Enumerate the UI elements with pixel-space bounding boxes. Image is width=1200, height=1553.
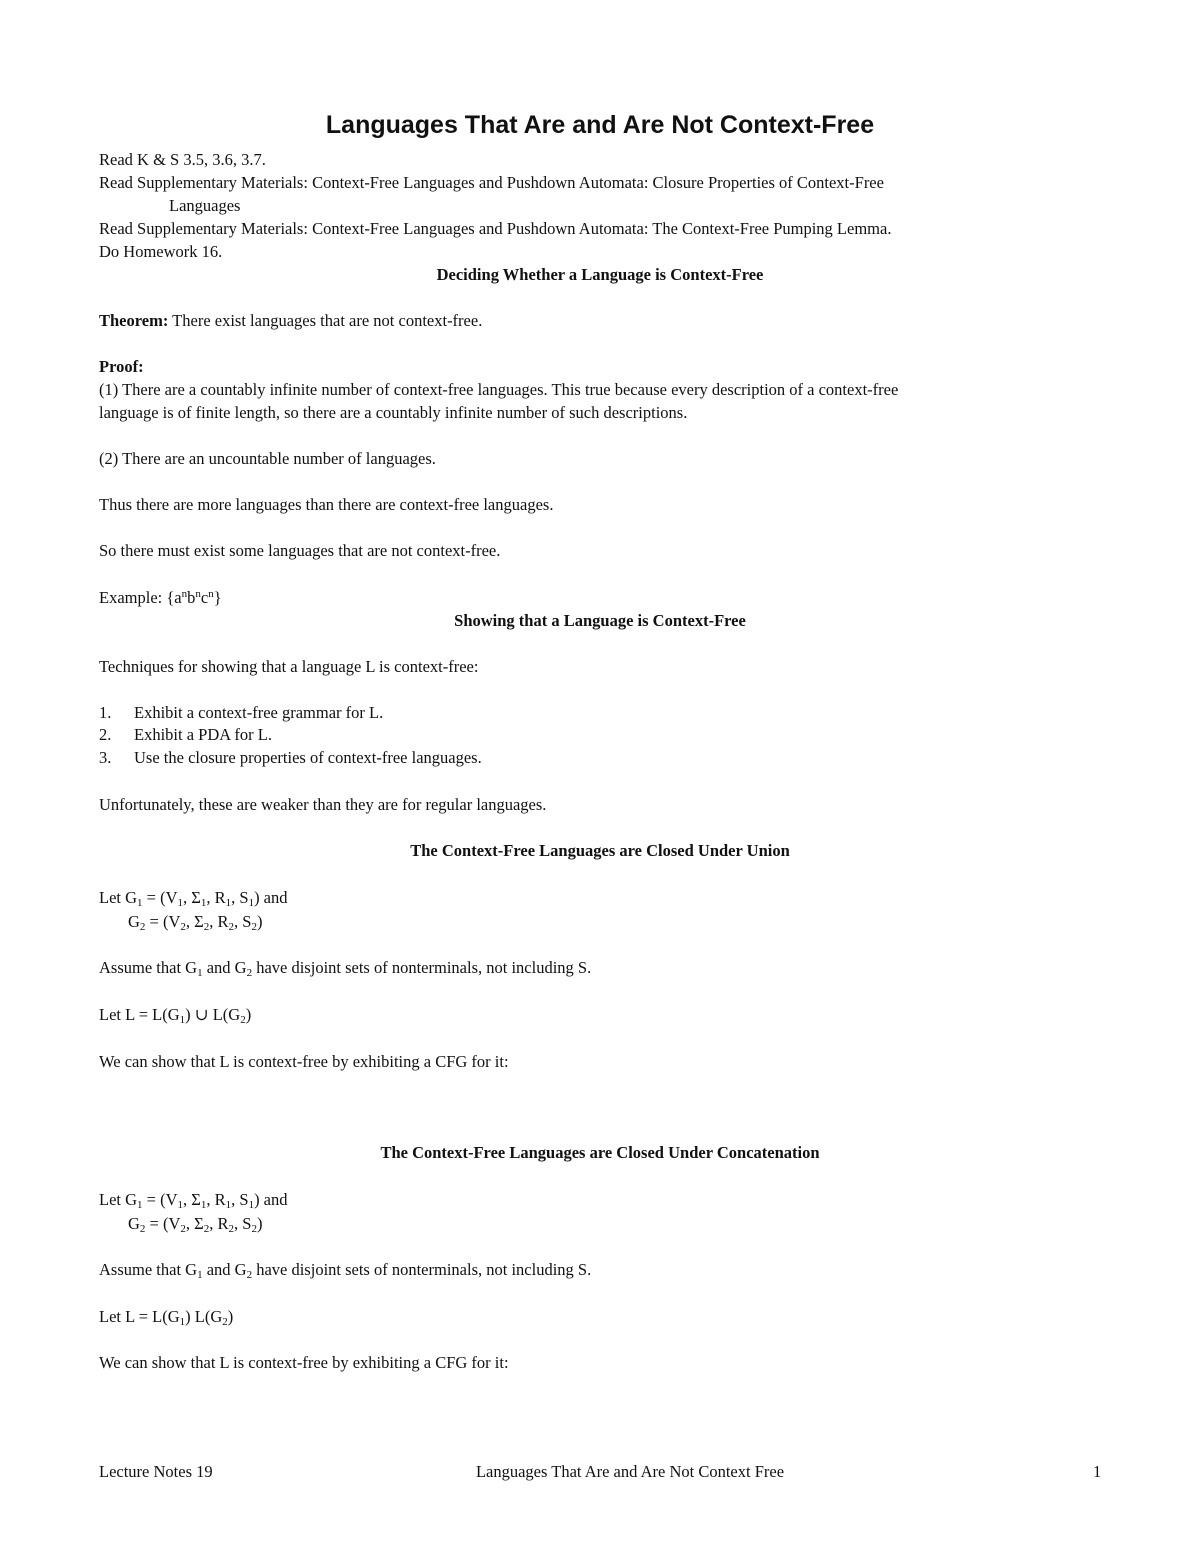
assumption-line: Assume that $G_1$ and $G_2$ have disjoint sets of nonterminals, not including S.: [99, 958, 592, 979]
union-definition: Let $L = L(G_1)$ ∪ $L(G_2)$: [99, 1005, 252, 1026]
grammar-g2-definition: $G_2 = (V_2$, $\Sigma_2$, $R_2$, $S_2$): [128, 912, 263, 933]
concatenation-cfg-statement: We can show that L is context-free by exhibiting a CFG for it:: [99, 1353, 509, 1372]
homework-line: Do Homework 16.: [99, 242, 223, 261]
union-cfg-statement: We can show that L is context-free by exhibiting a CFG for it:: [99, 1052, 509, 1071]
footer-page-number: 1: [1093, 1462, 1102, 1481]
proof-label: Proof:: [99, 357, 144, 376]
reading-line-2: Read Supplementary Materials: Context-Free Languages and Pushdown Automata: Closure Properties of Context-Free: [99, 173, 884, 192]
proof-point-1-line-2: language is of finite length, so there are a countably infinite number of such descriptions.: [99, 403, 688, 422]
list-item-number: 2.: [99, 725, 112, 744]
proof-point-1-line-1: (1) There are a countably infinite number of context-free languages. This true because every description of a context-free: [99, 380, 899, 399]
assumption-line: Assume that $G_1$ and $G_2$ have disjoint sets of nonterminals, not including S.: [99, 1260, 592, 1281]
list-item: Exhibit a PDA for L.: [134, 725, 272, 744]
theorem: [99, 311, 482, 331]
list-item-number: 1.: [99, 703, 112, 722]
list-item: Use the closure properties of context-free languages.: [134, 748, 482, 767]
theorem-label: Theorem:: [99, 311, 169, 330]
proof-point-2: (2) There are an uncountable number of languages.: [99, 449, 436, 468]
techniques-closing: Unfortunately, these are weaker than they are for regular languages.: [99, 795, 547, 814]
section-heading-union: The Context-Free Languages are Closed Under Union: [410, 841, 790, 860]
section-heading-deciding: Deciding Whether a Language is Context-Free: [436, 265, 764, 284]
grammar-g1-definition: Let $G_1 = (V_1$, $\Sigma_1$, $R_1$, $S_1$) and: [99, 888, 288, 909]
list-item-number: 3.: [99, 748, 112, 767]
section-heading-showing: Showing that a Language is Context-Free: [454, 611, 746, 630]
footer-left: Lecture Notes 19: [99, 1462, 213, 1481]
reading-line-2-cont: Languages: [169, 196, 241, 215]
reading-line-1: Read K & S 3.5, 3.6, 3.7.: [99, 150, 266, 169]
proof-conclusion-2: So there must exist some languages that are not context-free.: [99, 541, 501, 560]
techniques-intro: Techniques for showing that a language L is context-free:: [99, 657, 479, 676]
footer-center: Languages That Are and Are Not Context Free: [475, 1462, 785, 1481]
grammar-g1-definition: Let $G_1 = (V_1$, $\Sigma_1$, $R_1$, $S_1$) and: [99, 1190, 288, 1211]
concatenation-definition: Let $L = L(G_1)$ $L(G_2)$: [99, 1307, 234, 1328]
reading-line-3: Read Supplementary Materials: Context-Free Languages and Pushdown Automata: The Context-Free Pumping Lemma.: [99, 219, 892, 238]
example-line: Example: $\{a^nb^nc^n\}$: [99, 588, 222, 607]
proof-conclusion-1: Thus there are more languages than there are context-free languages.: [99, 495, 554, 514]
theorem-text: There exist languages that are not context-free.: [168, 311, 483, 330]
page-title: Languages That Are and Are Not Context-Free: [325, 111, 875, 139]
grammar-g2-definition: $G_2 = (V_2$, $\Sigma_2$, $R_2$, $S_2$): [128, 1214, 263, 1235]
list-item: Exhibit a context-free grammar for L.: [134, 703, 384, 722]
section-heading-concatenation: The Context-Free Languages are Closed Under Concatenation: [380, 1143, 820, 1162]
